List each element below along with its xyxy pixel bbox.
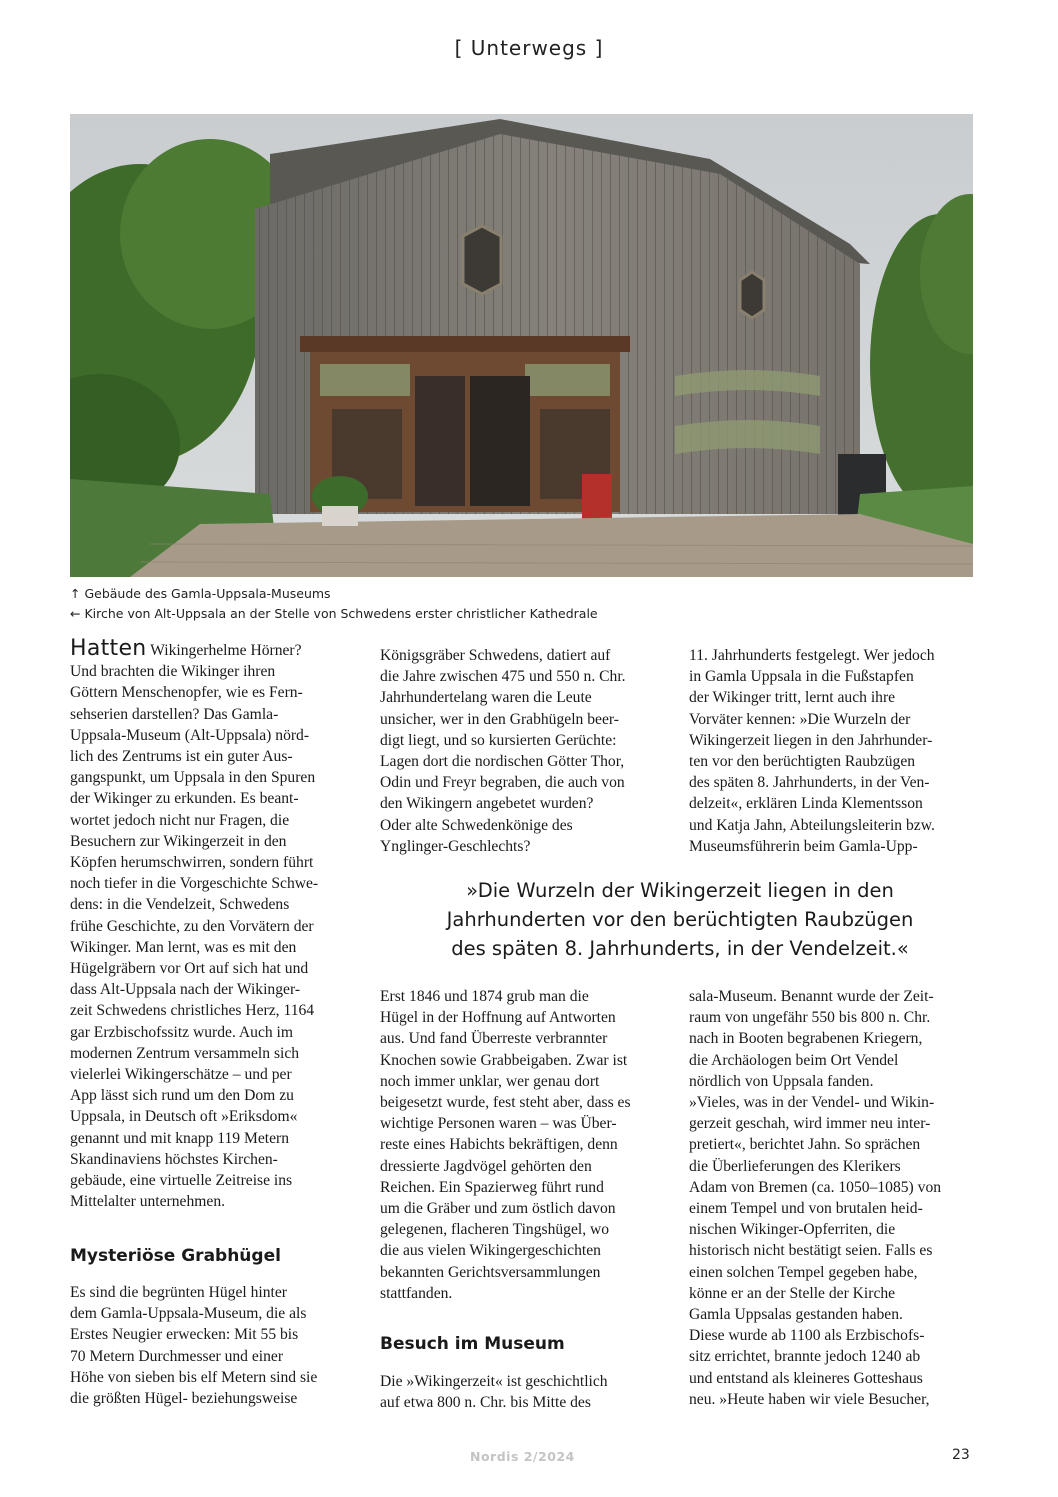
caption-museum: ↑ Gebäude des Gamla-Uppsala-Museums xyxy=(70,586,331,601)
column-3-top xyxy=(689,645,974,857)
section-header: [ Unterwegs ] xyxy=(454,36,604,60)
koenigsgraeber-paragraph: Königsgräber Schwedens, datiert auf die Jahre zwischen 475 und 550 n. Chr. Jahrhundertelang waren die Leute unsicher, wer in den Grabhügeln beer- digt liegt, und so kursierten Gerüchte: Lagen dort die nordischen Götter Thor, Odin und Freyr begraben, die auch von den Wikingern angebetet wurden? Oder alte Schwedenkönige des Ynglinger-Geschlechts? xyxy=(380,647,626,855)
page-number: 23 xyxy=(952,1447,970,1463)
subhead-grabhuegel: Mysteriöse Grabhügel xyxy=(70,1246,281,1266)
museum-building-photo xyxy=(70,114,973,577)
wurzeln-paragraph: 11. Jahrhunderts festgelegt. Wer jedoch in Gamla Uppsala in die Fußstapfen der Wikinger tritt, lernt auch ihre Vorväter kennen: »Die Wurzeln der Wikingerzeit liegen in den Jahrhunder- ten vor den berüchtigten Raubzügen des späten 8. Jahrhunderts, in der Ven- delzeit«, erklären Linda Klementsson und Katja Jahn, Abteilungsleiterin bzw. Museumsführerin beim Gamla-Upp- xyxy=(689,647,935,855)
photo-captions xyxy=(70,584,973,624)
ausgrabung-paragraph: Erst 1846 und 1874 grub man die Hügel in der Hoffnung auf Antworten aus. Und fand Überreste verbrannter Knochen sowie Grabbeigaben. Zwar ist noch immer unklar, wer genau dort beigesetzt wurde, fest steht aber, dass es wichtige Personen waren – was Über- reste eines Habichts bekräftigen, denn dressierte Jagdvögel gehörten den Reichen. Ein Spazierweg führt rund um die Gräber und zum östlich davon gelegenen, flacheren Tingshügel, wo die aus vielen Wikingergeschichten bekannten Gerichtsversammlungen stattfanden. xyxy=(380,988,631,1302)
column-3-bottom xyxy=(689,986,974,1410)
vendelzeit-paragraph: sala-Museum. Benannt wurde der Zeit- raum von ungefähr 550 bis 800 n. Chr. nach in Booten begrabenen Kriegern, die Archäologen beim Ort Vendel nördlich von Uppsala fanden. »Vieles, was in der Vendel- und Wikin- gerzeit geschah, wird immer neu inter- pretiert«, berichtet Jahn. So sprächen die Überlieferungen des Klerikers Adam von Bremen (ca. 1050–1085) von einem Tempel und von brutalen heid- nischen Wikinger-Opferriten, die historisch nicht bestätigt seien. Falls es einen solchen Tempel gegeben habe, könne er an der Stelle der Kirche Gamla Uppsalas gestanden haben. Diese wurde ab 1100 als Erzbischofs- sitz errichtet, brannte jedoch 1240 ab und entstand als kleineres Gotteshaus neu. »Heute haben wir viele Besucher, xyxy=(689,988,942,1408)
museum-paragraph: Die »Wikingerzeit« ist geschichtlich auf etwa 800 n. Chr. bis Mitte des xyxy=(380,1373,608,1412)
column-1 xyxy=(70,638,355,1212)
subhead-museum: Besuch im Museum xyxy=(380,1334,565,1354)
column-1-section xyxy=(70,1282,355,1409)
caption-church: ← Kirche von Alt-Uppsala an der Stelle von Schwedens erster christlicher Kathedrale xyxy=(70,606,598,621)
lead-word: Hatten xyxy=(70,636,147,661)
grabhuegel-paragraph: Es sind die begrünten Hügel hinter dem Gamla-Uppsala-Museum, die als Erstes Neugier erwecken: Mit 55 bis 70 Metern Durchmesser und einer Höhe von sieben bis elf Metern sind sie die größten Hügel- beziehungsweise xyxy=(70,1284,318,1408)
pull-quote: »Die Wurzeln der Wikingerzeit liegen in den Jahrhunderten vor den berüchtigten Raubzügen des späten 8. Jahrhunderts, in der Vendelzeit.« xyxy=(446,879,914,960)
intro-paragraph: Hatten Wikingerhelme Hörner? Und brachten die Wikinger ihren Göttern Menschenopfer, wie es Fern- sehserien darstellen? Das Gamla- Uppsala-Museum (Alt-Uppsala) nörd- lich des Zentrums ist ein guter Aus- gangspunkt, um Uppsala in den Spuren der Wikinger zu erkunden. Es beant- wortet jedoch nicht nur Fragen, die Besuchern zur Wikingerzeit in den Köpfen herumschwirren, sondern führt noch tiefer in die Vorgeschichte Schwe- dens: in die Vendelzeit, Schwedens frühe Geschichte, zu den Vorvätern der Wikinger. Man lernt, was es mit den Hügelgräbern vor Ort auf sich hat und dass Alt-Uppsala nach der Wikinger- zeit Schwedens christliches Herz, 1164 gar Erzbischofssitz wurde. Auch im modernen Zentrum versammeln sich vielerlei Wikingerschätze – und per App lässt sich rund um den Dom zu Uppsala, in Deutsch oft »Eriksdom« genannt und mit knapp 119 Metern Skandinaviens höchstes Kirchen- gebäude, eine virtuelle Zeitreise ins Mittelalter unternehmen. xyxy=(70,636,319,1211)
column-2-bottom xyxy=(380,986,665,1304)
column-2-top xyxy=(380,645,665,857)
column-2-section xyxy=(380,1371,665,1413)
magazine-issue: Nordis 2/2024 xyxy=(470,1449,575,1464)
